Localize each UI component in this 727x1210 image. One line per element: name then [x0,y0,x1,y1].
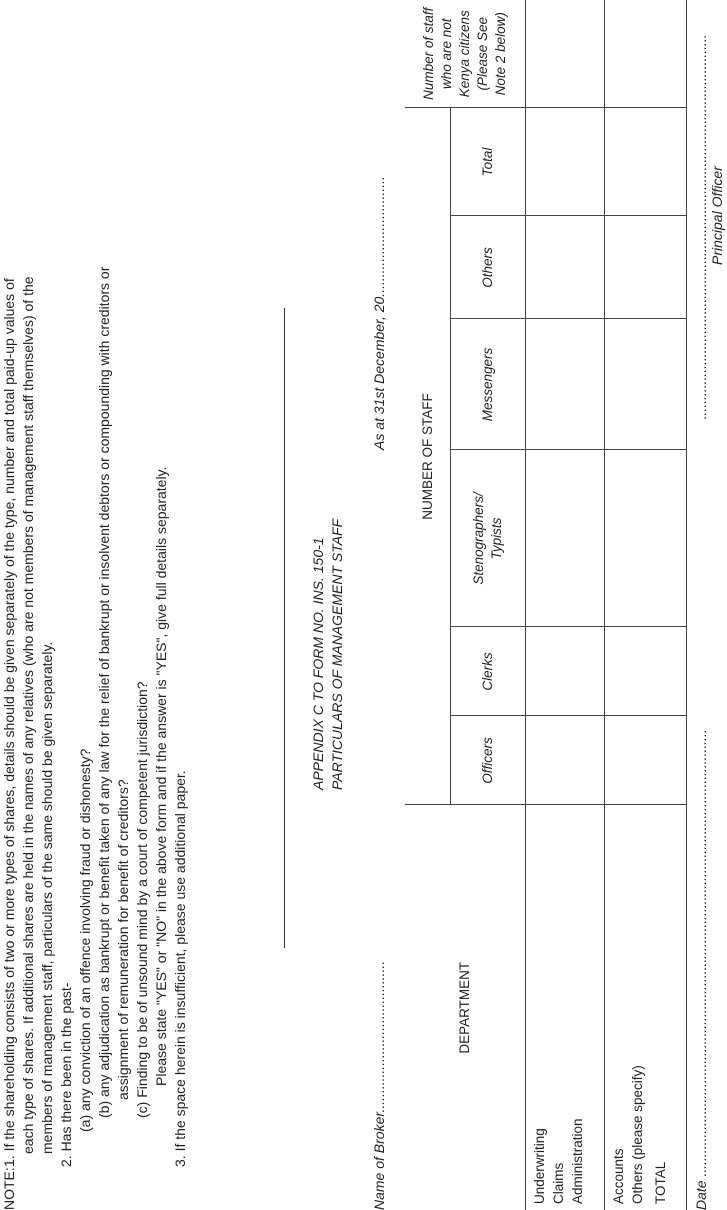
note-2b-line-2: assignment of remuneration for benefit of creditors? [115,779,131,1100]
department-header: DEPARTMENT [405,805,525,1210]
clerks-cell[interactable] [525,627,604,716]
stenographers-header: Stenographers/ Typists [450,450,525,627]
date-label: Date [693,1180,709,1210]
date-dots: ................................................................................................................... [693,729,709,1177]
note-2: 2. Has there been in the past- [58,982,74,1167]
non-kenya-cell[interactable] [525,0,604,108]
officers-header: Officers [450,716,525,805]
stenographers-cell[interactable] [604,450,686,627]
note-2b-line-1: (b) any adjudication as bankrupt or benefit taken of any law for the relief of bankrupt or insolvent debtors or compounding with creditors or [96,266,112,1118]
broker-name-field[interactable] [370,961,389,1210]
others-header: Others [450,216,525,319]
dept-claims: Claims [550,1162,566,1204]
dept-total: TOTAL [652,1161,668,1204]
number-of-staff-header: NUMBER OF STAFF [405,108,450,805]
note-prefix: NOTE: [1,1167,17,1210]
separator-line [284,308,285,948]
department-group-1 [525,805,604,1210]
dept-underwriting: Underwriting [531,1128,547,1204]
as-at-dots: ............................... [371,176,387,297]
department-group-2 [604,805,686,1210]
total-header: Total [450,108,525,216]
as-at-label: As at 31st December, 20 [371,296,387,450]
total-cell[interactable] [604,108,686,216]
appendix-subtitle: PARTICULARS OF MANAGEMENT STAFF [329,518,345,790]
total-cell[interactable] [525,108,604,216]
non-kenya-cell[interactable] [604,0,686,108]
broker-label: Name of Broker [371,1112,387,1210]
stenographers-cell[interactable] [525,450,604,627]
clerks-cell[interactable] [604,627,686,716]
clerks-header: Clerks [450,627,525,716]
messengers-cell[interactable] [525,319,604,450]
others-cell[interactable] [525,216,604,319]
date-field[interactable] [692,729,711,1210]
non-kenya-citizens-header: Number of staff who are not Kenya citizens (Please See Note 2 below) [405,0,525,108]
note-1-line-3: members of management staff, particulars of the same should be given separately. [39,641,55,1154]
principal-signature-line[interactable]: ................................................................................................... [693,34,709,420]
note-1-line-1: 1. If the shareholding consists of two or more types of shares, details should be given separately of the type, number and total paid-up values of [1,278,17,1167]
others-cell[interactable] [604,216,686,319]
as-at-field[interactable] [370,176,389,450]
dept-others: Others (please specify) [629,1065,645,1204]
principal-officer-label: Principal Officer [709,166,725,265]
officers-cell[interactable] [525,716,604,805]
messengers-header: Messengers [450,319,525,450]
appendix-title: APPENDIX C TO FORM NO. INS. 150-1 [310,537,326,790]
staff-table [405,0,687,1210]
note-2c: (c) Finding to be of unsound mind by a court of competent jurisdiction? [134,681,150,1118]
broker-dots: ....................................... [371,960,387,1113]
note-3: 3. If the space herein is insufficient, please use additional paper. [172,770,188,1167]
note-1-line-2: each type of shares. If additional shares are held in the names of any relatives (who are not members of management staff themselves) of the [20,276,36,1154]
note-2-instruction: Please state "YES" or "NO" in the above form and if the answer is "YES", give full details separately. [153,466,169,1086]
officers-cell[interactable] [604,716,686,805]
dept-administration: Administration [569,1118,585,1204]
dept-accounts: Accounts [610,1148,626,1204]
note-2a: (a) any conviction of an offence involving fraud or dishonesty? [77,748,93,1132]
messengers-cell[interactable] [604,319,686,450]
